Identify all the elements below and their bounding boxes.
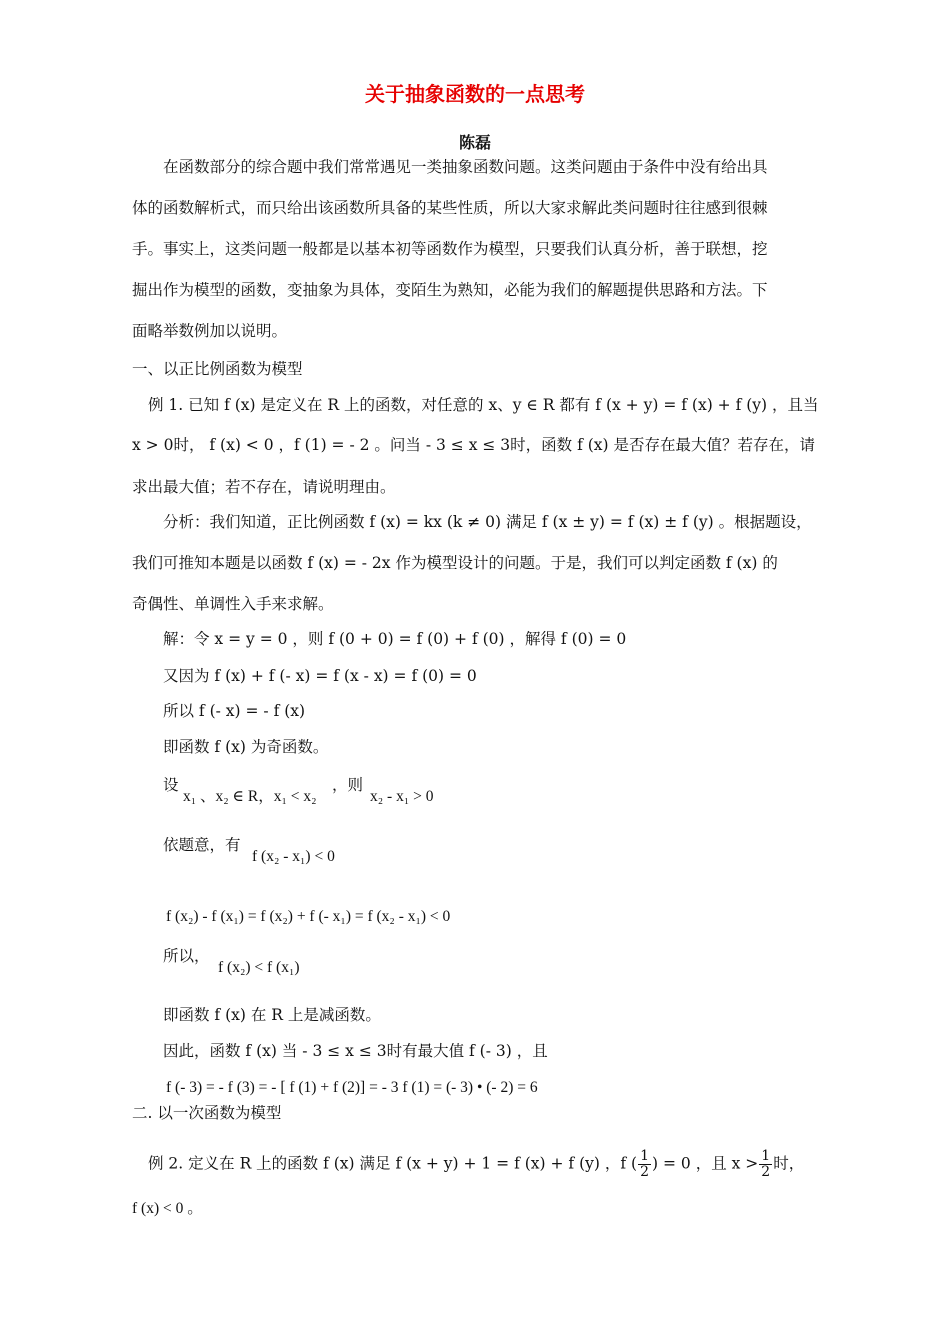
fraction-a-numerator: 1 bbox=[640, 1148, 650, 1164]
solution-step-8-math: f (x₂) < f (x₁) bbox=[218, 959, 300, 976]
analysis-line-1: 分析：我们知道，正比例函数 f (x) = kx (k ≠ 0) 满足 f (x ± y) = f (x) ± f (y) 。根据题设， bbox=[163, 513, 812, 531]
solution-step-7: f (x₂) - f (x₁) = f (x₂) + f (- x₁) = f (x₂ - x₁) < 0 bbox=[166, 908, 451, 925]
example-2-part-c: 时， bbox=[773, 1154, 805, 1173]
solution-step-9: 即函数 f (x) 在 R 上是减函数。 bbox=[163, 1006, 381, 1024]
example-1-line-2: x > 0时， f (x) < 0 ，f (1) = - 2 。问当 - 3 ≤ x ≤ 3时，函数 f (x) 是否存在最大值？若存在，请 bbox=[132, 436, 816, 454]
solution-step-6-label: 依题意，有 bbox=[163, 836, 241, 854]
solution-step-4: 即函数 f (x) 为奇函数。 bbox=[163, 738, 329, 756]
solution-step-8-label: 所以， bbox=[163, 947, 210, 965]
solution-step-5-math: x₁ 、x₂ ∈ R，x₁ < x₂ bbox=[183, 788, 317, 805]
solution-step-10: 因此，函数 f (x) 当 - 3 ≤ x ≤ 3时有最大值 f (- 3) ，且 bbox=[163, 1042, 548, 1060]
intro-line-3: 手。事实上，这类问题一般都是以基本初等函数作为模型，只要我们认真分析，善于联想，挖 bbox=[132, 240, 768, 258]
fraction-b-numerator: 1 bbox=[761, 1148, 771, 1164]
example-1-line-3: 求出最大值；若不存在，请说明理由。 bbox=[132, 478, 396, 496]
example-2-part-a: 例 2. 定义在 R 上的函数 f (x) 满足 f (x + y) + 1 = f (x) + f (y) ，f ( bbox=[148, 1154, 638, 1173]
fraction-b-denominator: 2 bbox=[761, 1164, 771, 1180]
example-2-line-2: f (x) < 0 。 bbox=[132, 1200, 203, 1217]
section-heading-1: 一、以正比例函数为模型 bbox=[132, 360, 303, 378]
example-2-line-1 bbox=[148, 1149, 804, 1180]
intro-line-4: 掘出作为模型的函数，变抽象为具体，变陌生为熟知，必能为我们的解题提供思路和方法。下 bbox=[132, 281, 768, 299]
section-heading-2: 二. 以一次函数为模型 bbox=[132, 1104, 282, 1122]
solution-step-5-label: 设 bbox=[163, 776, 179, 794]
intro-line-5: 面略举数例加以说明。 bbox=[132, 322, 288, 340]
solution-step-11: f (- 3) = - f (3) = - [ f (1) + f (2)] = - 3 f (1) = (- 3) • (- 2) = 6 bbox=[166, 1079, 538, 1096]
solution-step-3: 所以 f (- x) = - f (x) bbox=[163, 702, 306, 720]
solution-step-6-math: f (x₂ - x₁) < 0 bbox=[252, 848, 335, 865]
fraction-a-denominator: 2 bbox=[640, 1164, 650, 1180]
example-2-part-b: ) = 0 ，且 x > bbox=[652, 1154, 759, 1173]
solution-step-2: 又因为 f (x) + f (- x) = f (x - x) = f (0) = 0 bbox=[163, 667, 477, 685]
solution-step-5-math-2: x₂ - x₁ > 0 bbox=[370, 788, 434, 805]
intro-line-1: 在函数部分的综合题中我们常常遇见一类抽象函数问题。这类问题由于条件中没有给出具 bbox=[163, 158, 768, 176]
solution-step-5-then: ，则 bbox=[332, 776, 364, 794]
solution-step-1: 解：令 x = y = 0 ，则 f (0 + 0) = f (0) + f (0) ，解得 f (0) = 0 bbox=[163, 630, 627, 648]
analysis-line-2: 我们可推知本题是以函数 f (x) = - 2x 作为模型设计的问题。于是，我们可以判定函数 f (x) 的 bbox=[132, 554, 778, 572]
example-1-line-1: 例 1. 已知 f (x) 是定义在 R 上的函数，对任意的 x、y ∈ R 都有 f (x + y) = f (x) + f (y) ，且当 bbox=[148, 396, 819, 414]
intro-line-2: 体的函数解析式，而只给出该函数所具备的某些性质，所以大家求解此类问题时往往感到很棘 bbox=[132, 199, 768, 217]
author-name: 陈磊 bbox=[458, 133, 491, 152]
document-title: 关于抽象函数的一点思考 bbox=[365, 82, 585, 106]
fraction-one-half-b bbox=[759, 1149, 772, 1180]
analysis-line-3: 奇偶性、单调性入手来求解。 bbox=[132, 595, 334, 613]
fraction-one-half-a bbox=[638, 1149, 651, 1180]
